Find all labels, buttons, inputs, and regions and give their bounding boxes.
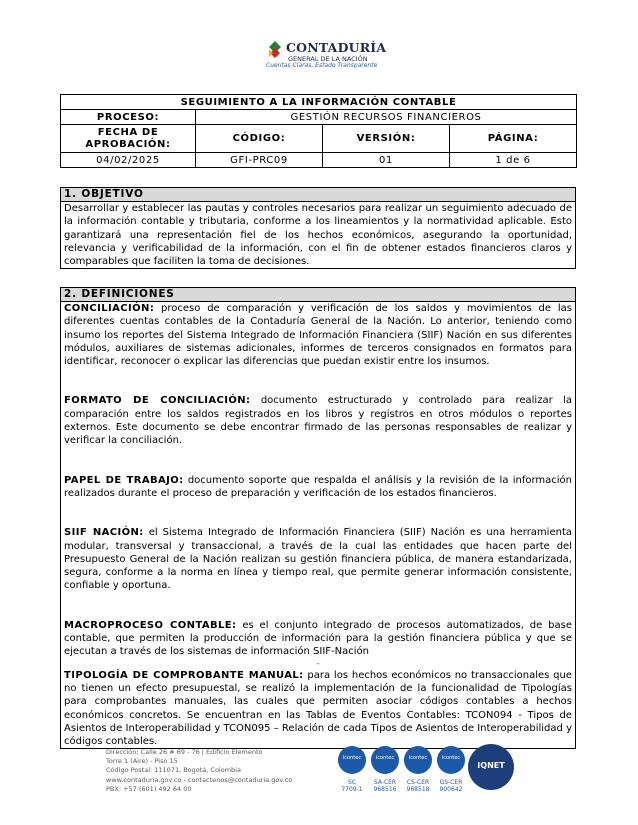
cert-label: GS-CER (439, 779, 463, 786)
footer-tower: Torre 1 (Aire) - Piso 15 (106, 757, 178, 766)
version-label: VERSIÓN: (323, 125, 450, 153)
icontec-badge-icon: icontec SA-CER 968516 (371, 746, 399, 802)
footer-postal: Código Postal: 111071, Bogotá, Colombia (106, 766, 241, 775)
definition-item (64, 474, 572, 501)
version-value: 01 (323, 153, 450, 168)
cert-code: 900642 (439, 786, 463, 793)
definition-item (64, 394, 572, 447)
pagina-value: 1 de 6 (450, 153, 577, 168)
section-heading: 1. OBJETIVO (61, 188, 575, 202)
definition-item (64, 669, 572, 749)
separator-mark: - (316, 658, 320, 669)
cert-label: SC (348, 779, 356, 786)
definition-term: FORMATO DE CONCILIACIÓN: (64, 395, 251, 407)
definition-item (64, 302, 572, 368)
cgn-emblem-icon (266, 40, 284, 62)
definition-text: el Sistema Integrado de Información Financiera (SIIF) Nación es una herramienta modular, transversal y transaccional, a través de la cual las entidades que hacen parte del Presupuesto General de la Nación realizan su gestión financiera pública, de manera estandarizada, segura, conforme a la norma en línea y tiempo real, que permite generar información consistente, confiable y oportuna. (64, 527, 572, 592)
definition-text: es el conjunto integrado de procesos automatizados, de base contable, que permiten la producción de información para la gestión financiera pública y que se ejecutan a través de los sistemas de información SIIF-Nación (64, 619, 573, 658)
footer-address: Dirección: Calle 26 # 69 - 76 | Edificio Elemento (106, 748, 263, 756)
definition-term: MACROPROCESO CONTABLE: (64, 619, 237, 631)
definition-text: documento estructurado y controlado para realizar la comparación entre los saldos registrados en los libros y registros en otros módulos o reportes externos. Este documento se debe encontrar firmado de las personas responsables de realizar y verificar la conciliación. (64, 395, 572, 447)
definition-term: CONCILIACIÓN: (64, 303, 155, 314)
codigo-label: CÓDIGO: (196, 125, 323, 153)
fecha-label: FECHA DE APROBACIÓN: (61, 125, 196, 153)
cert-label: SA-CER (373, 779, 397, 786)
footer-web-link[interactable]: www.contaduria.gov.co - contactenos@contaduria.gov.co (106, 775, 293, 784)
document-header-table (60, 94, 577, 168)
cgn-logo (262, 38, 387, 72)
logo-subtitle: GENERAL DE LA NACIÓN (288, 55, 368, 63)
definition-term: SIIF NACIÓN: (64, 527, 144, 539)
section-objetivo (60, 187, 576, 269)
codigo-value: GFI-PRC09 (196, 153, 323, 168)
definition-item (64, 526, 572, 592)
proceso-label: PROCESO: (61, 110, 196, 125)
icontec-badge-icon: icontec SC 7709-1 (338, 746, 366, 802)
fecha-value: 04/02/2025 (61, 153, 196, 168)
cert-code: 7709-1 (341, 786, 363, 793)
icontec-badge-icon: icontec CS-CER 968518 (404, 746, 432, 802)
document-title: SEGUIMIENTO A LA INFORMACIÓN CONTABLE (61, 95, 577, 110)
footer-contact (106, 748, 346, 794)
pagina-label: PÁGINA: (450, 125, 577, 153)
footer-phone: PBX: +57 (601) 492 64 00 (106, 784, 192, 793)
objetivo-text: Desarrollar y establecer las pautas y controles necesarios para realizar un seguimiento adecuado de la información contable y tributaria, conforme a los lineamientos y la normatividad aplicable. Esto garantizará una representación fiel de los hechos económicos, asegurando la oportunidad, relevancia y verificabilidad de la información, con el fin de obtener estados financieros claros y comparables que faciliten la toma de decisiones. (64, 203, 572, 268)
definition-term: TIPOLOGÍA DE COMPROBANTE MANUAL: (64, 669, 304, 681)
definition-text: documento soporte que respalda el análisis y la revisión de la información realizados durante el proceso de preparación y verificación de los estados financieros. (64, 474, 572, 499)
iqnet-label: IQNET (477, 761, 505, 770)
definition-text: para los hechos económicos no transaccionales que no tienen un efecto presupuestal, se realizó la implementación de la funcionalidad de Tipologías para comprobantes manuales, las cuales que permiten asociar códigos contables a hechos económicos concretos. Se encuentran en las Tablas de Eventos Contables: TCON094 - Tipos de Asientos de Interoperabilidad y TCON095 – Relación de cada Tipos de Asientos de Interoperabilidad y códigos contables. (64, 669, 572, 748)
cert-label: CS-CER (406, 779, 430, 786)
definition-term: PAPEL DE TRABAJO: (64, 474, 184, 486)
certification-badges (338, 746, 528, 804)
section-heading: 2. DEFINICIONES (61, 288, 575, 302)
section-definiciones (60, 287, 576, 749)
definition-text: proceso de comparación y verificación de los saldos y movimientos de las diferentes cuentas contables de la Contaduría General de la Nación. Lo anterior, teniendo como insumo los reportes del Sistema Integrado de Información Financiera (SIIF) Nación en sus diferentes módulos, auxiliares de sistemas adicionales, informes de terceros consignados en formatos para identificar, reconocer o explicar las diferencias que puedan existir entre los insumos. (64, 303, 572, 368)
iqnet-badge-icon (468, 744, 514, 790)
icontec-badge-icon: icontec GS-CER 900642 (437, 746, 465, 802)
cert-code: 968516 (373, 786, 397, 793)
proceso-value: GESTIÓN RECURSOS FINANCIEROS (196, 110, 577, 125)
logo-tagline: Cuentas Claras, Estado Transparente (266, 62, 378, 69)
definition-item (64, 619, 572, 659)
cert-code: 968518 (406, 786, 430, 793)
logo-name: CONTADURÍA (286, 40, 387, 55)
